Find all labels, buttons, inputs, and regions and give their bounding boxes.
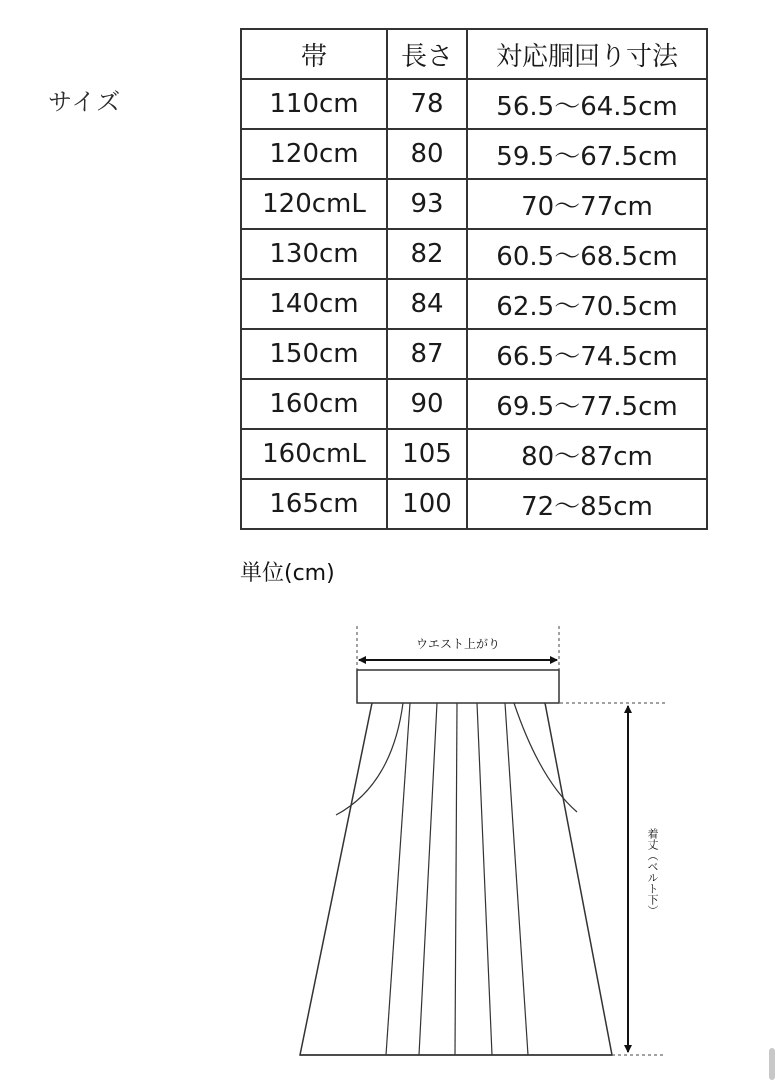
table-cell-waist: 72〜85cm	[467, 479, 707, 529]
table-row	[241, 229, 707, 279]
pleat-line	[455, 703, 457, 1055]
table-cell-belt: 140cm	[241, 279, 387, 329]
table-cell-belt: 160cmL	[241, 429, 387, 479]
table-header-row	[241, 29, 707, 79]
table-cell-length: 84	[387, 279, 467, 329]
table-cell-waist: 69.5〜77.5cm	[467, 379, 707, 429]
table-row	[241, 479, 707, 529]
table-cell-length: 105	[387, 429, 467, 479]
column-header-length: 長さ	[387, 29, 467, 79]
waistband	[357, 670, 559, 703]
table-row	[241, 429, 707, 479]
table-row	[241, 279, 707, 329]
table-cell-belt: 160cm	[241, 379, 387, 429]
table-row	[241, 379, 707, 429]
table-cell-length: 93	[387, 179, 467, 229]
pleat-line	[419, 703, 437, 1055]
table-cell-belt: 165cm	[241, 479, 387, 529]
table-cell-waist: 60.5〜68.5cm	[467, 229, 707, 279]
table-cell-waist: 66.5〜74.5cm	[467, 329, 707, 379]
table-cell-length: 78	[387, 79, 467, 129]
length-label: 着丈（ベルト下）	[646, 828, 659, 916]
table-cell-belt: 110cm	[241, 79, 387, 129]
scrollbar-thumb[interactable]	[769, 1048, 775, 1080]
column-header-waist: 対応胴回り寸法	[467, 29, 707, 79]
table-row	[241, 329, 707, 379]
table-cell-length: 87	[387, 329, 467, 379]
column-header-belt: 帯	[241, 29, 387, 79]
table-cell-belt: 120cmL	[241, 179, 387, 229]
table-row	[241, 179, 707, 229]
table-cell-belt: 150cm	[241, 329, 387, 379]
table-row	[241, 79, 707, 129]
table-cell-waist: 80〜87cm	[467, 429, 707, 479]
pleat-line	[505, 703, 528, 1055]
skirt-diagram	[0, 600, 783, 1060]
waist-label: ウエスト上がり	[415, 637, 501, 651]
unit-note: 単位(cm)	[240, 561, 335, 586]
table-cell-length: 90	[387, 379, 467, 429]
table-cell-waist: 70〜77cm	[467, 179, 707, 229]
pocket-right	[514, 703, 577, 812]
table-cell-waist: 62.5〜70.5cm	[467, 279, 707, 329]
size-table	[240, 28, 708, 530]
table-cell-waist: 59.5〜67.5cm	[467, 129, 707, 179]
pleat-line	[477, 703, 492, 1055]
table-cell-waist: 56.5〜64.5cm	[467, 79, 707, 129]
table-cell-belt: 120cm	[241, 129, 387, 179]
table-cell-length: 100	[387, 479, 467, 529]
table-cell-belt: 130cm	[241, 229, 387, 279]
table-cell-length: 80	[387, 129, 467, 179]
table-cell-length: 82	[387, 229, 467, 279]
pocket-left	[336, 703, 403, 815]
table-row	[241, 129, 707, 179]
section-label: サイズ	[48, 88, 122, 116]
